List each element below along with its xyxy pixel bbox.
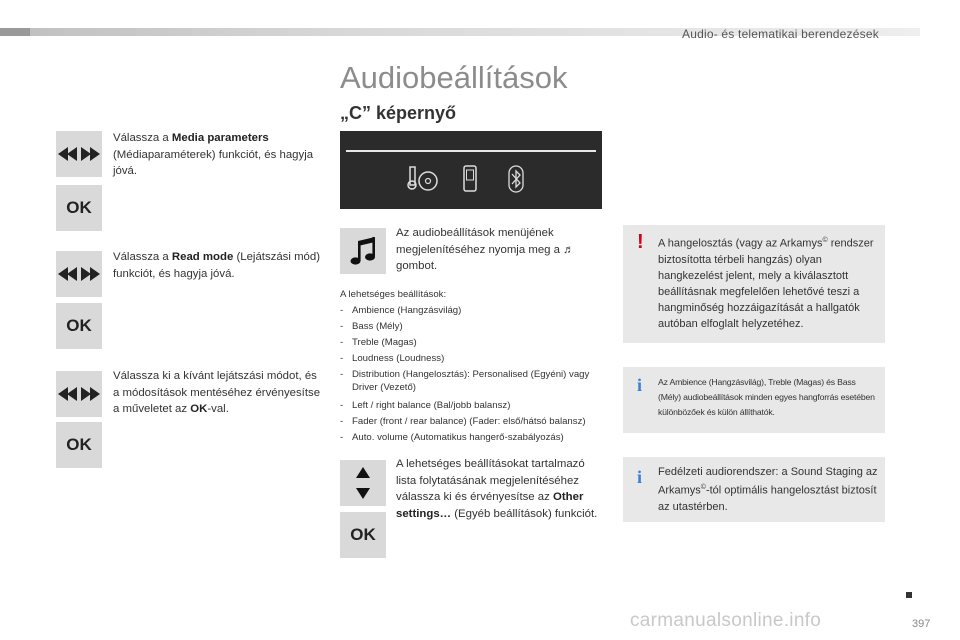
ok-button-4: OK [340,512,386,558]
info-box-arkamys [623,457,885,522]
ok-button-1: OK [56,185,102,231]
ok-button-2: OK [56,303,102,349]
end-marker [906,592,912,598]
music-note-icon [349,236,377,266]
info-icon: i [637,375,643,395]
screen-divider [346,150,596,152]
options-heading: A lehetséges beállítások: [340,289,447,300]
info-box-audio-settings [623,367,885,433]
info-icon: i [637,467,643,487]
step-select-mode: Válassza ki a kívánt lejátszási módot, és a módosítások mentéséhez érvényesítse a műveletet az OK-val. [113,370,321,415]
warning-box [623,225,885,343]
ok-button-3: OK [56,422,102,468]
other-settings-text: A lehetséges beállításokat tartalmazó lista folytatásának megjelenítéséhez válassza ki és érvényesítse az Other settings… (Egyéb beállítások) funkciót. [396,458,598,520]
page-number: 397 [912,618,931,630]
step-read-mode: Válassza a Read mode (Lejátszási mód) funkciót, és hagyja jóvá. [113,251,321,280]
music-note-button [340,228,386,274]
phone-icon [462,165,478,193]
seek-arrows-icon [58,146,100,162]
bluetooth-icon [508,165,524,193]
page-title: Audiobeállítások [340,60,568,95]
seek-buttons-1 [56,131,102,177]
info-text-audio-settings: Az Ambience (Hangzásvilág), Treble (Magas) és Bass (Mély) audiobeállítások minden egyes hangforrás esetében különbözőek és külön állíthatók. [658,377,875,417]
warning-text: A hangelosztás (vagy az Arkamys© rendszer biztosította térbeli hangzás) olyan hangkezelést jelent, mely a kiválasztott beállításnak megfelelően lehetővé teszi a hangminőség hozzáigazítását a hallgatók autóban elfoglalt helyzetéhez. [658,237,874,330]
header-bar-accent [0,28,30,36]
seek-buttons-3 [56,371,102,417]
step-media-parameters: Válassza a Media parameters (Médiaparaméterek) funkciót, és hagyja jóvá. [113,132,314,177]
watermark: carmanualsonline.info [630,610,822,631]
seek-arrows-icon [58,266,100,282]
up-down-arrows-icon [353,465,373,501]
page-subtitle: „C” képernyő [340,103,457,123]
music-note-text: Az audiobeállítások menüjének megjelenítéséhez nyomja meg a ♬ gombot. [396,227,575,272]
warning-icon: ! [637,231,644,253]
info-text-arkamys: Fedélzeti audiorendszer: a Sound Staging az Arkamys©-tól optimális hangelosztást biztosít az utastérben. [658,466,878,513]
section-title: Audio- és telematikai berendezések [682,27,879,41]
seek-arrows-icon [58,386,100,402]
screen-c-illustration [340,131,602,209]
seek-buttons-2 [56,251,102,297]
music-disc-icon [404,165,440,193]
up-down-button [340,460,386,506]
